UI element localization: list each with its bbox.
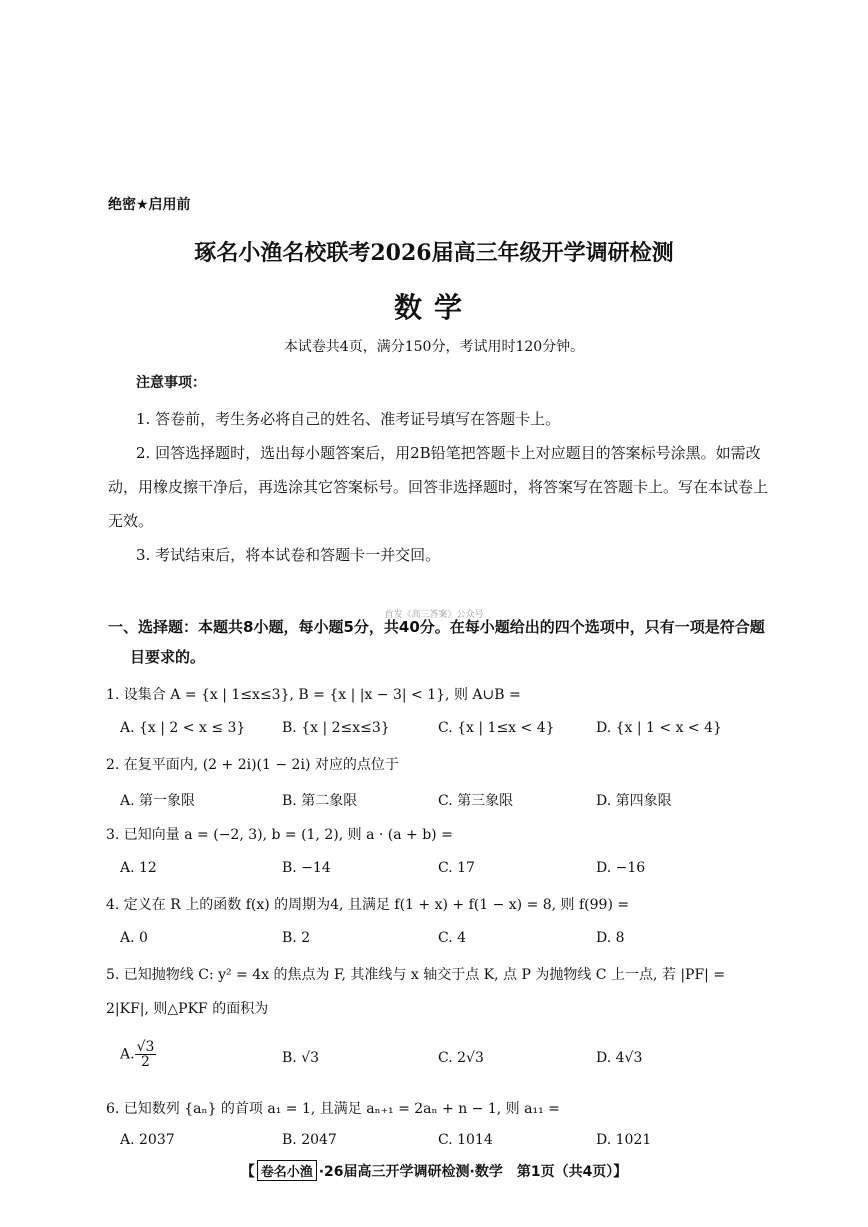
notice-item-2: 2. 回答选择题时，选出每小题答案后，用2B铅笔把答题卡上对应题目的答案标号涂黑。如需改动，用橡皮擦干净后，再选涂其它答案标号。回答非选择题时，将答案写在答题卡上。写在本试卷上无效。 [108, 444, 769, 530]
question-1-option-b: B. {x | 2≤x≤3} [282, 720, 390, 736]
question-3-option-c: C. 17 [438, 860, 475, 876]
question-4-option-b: B. 2 [282, 930, 311, 946]
question-4-option-d: D. 8 [596, 930, 625, 946]
section-line-2: 目要求的。 [130, 648, 206, 666]
question-6-option-a: A. 2037 [120, 1132, 175, 1148]
question-6-option-c: C. 1014 [438, 1132, 493, 1148]
footer-bracket: 【 [240, 1164, 255, 1180]
exam-title: 琢名小渔名校联考2026届高三年级开学调研检测 [194, 240, 674, 266]
question-6-stem: 6. 已知数列 {aₙ} 的首项 a₁ = 1, 且满足 aₙ₊₁ = 2aₙ + n − 1, 则 a₁₁ = [106, 1101, 560, 1117]
question-1-option-c: C. {x | 1≤x < 4} [438, 720, 555, 736]
question-2-option-a: A. 第一象限 [120, 793, 196, 809]
question-5-option-c: C. 2√3 [438, 1050, 484, 1066]
question-1-option-a: A. {x | 2 < x ≤ 3} [120, 720, 246, 736]
question-5-option-a [120, 1040, 156, 1069]
question-6-option-d: D. 1021 [596, 1132, 652, 1148]
question-5-stem: 5. 已知抛物线 C: y² = 4x 的焦点为 F, 其准线与 x 轴交于点 K, 点 P 为抛物线 C 上一点, 若 |PF| = [106, 967, 726, 983]
question-5-stem-cont: 2|KF|, 则△PKF 的面积为 [106, 1001, 269, 1017]
fraction-numerator: √3 [136, 1039, 155, 1055]
notice-heading: 注意事项： [136, 375, 206, 391]
question-2-stem: 2. 在复平面内, (2 + 2i)(1 − 2i) 对应的点位于 [106, 757, 399, 773]
question-6-option-b: B. 2047 [282, 1132, 337, 1148]
fraction-denominator: 2 [141, 1054, 150, 1070]
notice-item-1: 1. 答卷前，考生务必将自己的姓名、准考证号填写在答题卡上。 [136, 410, 561, 428]
section-heading [108, 612, 778, 672]
question-2-option-d: D. 第四象限 [596, 793, 672, 809]
question-4-option-c: C. 4 [438, 930, 467, 946]
question-5-option-b: B. √3 [282, 1050, 320, 1066]
question-2-option-b: B. 第二象限 [282, 793, 358, 809]
exam-info: 本试卷共4页，满分150分，考试用时120分钟。 [283, 339, 585, 355]
fraction [135, 1040, 157, 1069]
page-footer [0, 1160, 868, 1181]
section-line-1: 一、选择题：本题共8小题，每小题5分，共40分。在每小题给出的四个选项中，只有一项是符合题 [108, 618, 765, 636]
question-3-stem: 3. 已知向量 a = (−2, 3), b = (1, 2), 则 a · (a + b) = [106, 827, 453, 843]
option-a-label: A. [120, 1046, 135, 1063]
question-2-option-c: C. 第三象限 [438, 793, 514, 809]
footer-text: ·26届高三开学调研检测·数学 第1页（共4页）】 [318, 1164, 628, 1180]
question-1-stem: 1. 设集合 A = {x | 1≤x≤3}, B = {x | |x − 3| < 1}, 则 A∪B = [106, 687, 521, 703]
question-3-option-b: B. −14 [282, 860, 331, 876]
question-5-option-d: D. 4√3 [596, 1050, 643, 1066]
question-1-option-d: D. {x | 1 < x < 4} [596, 720, 722, 736]
subject-title: 数学 [393, 291, 474, 324]
question-4-stem: 4. 定义在 R 上的函数 f(x) 的周期为4, 且满足 f(1 + x) + f(1 − x) = 8, 则 f(99) = [106, 897, 630, 913]
question-3-option-a: A. 12 [120, 860, 157, 876]
notice-item-3: 3. 考试结束后，将本试卷和答题卡一并交回。 [136, 546, 441, 564]
watermark: 首发《高三答案》公众号 [384, 610, 484, 620]
brand-logo: 卷名小渔 [257, 1160, 317, 1181]
question-4-option-a: A. 0 [120, 930, 148, 946]
confidential-mark: 绝密★启用前 [108, 197, 191, 213]
question-3-option-d: D. −16 [596, 860, 646, 876]
